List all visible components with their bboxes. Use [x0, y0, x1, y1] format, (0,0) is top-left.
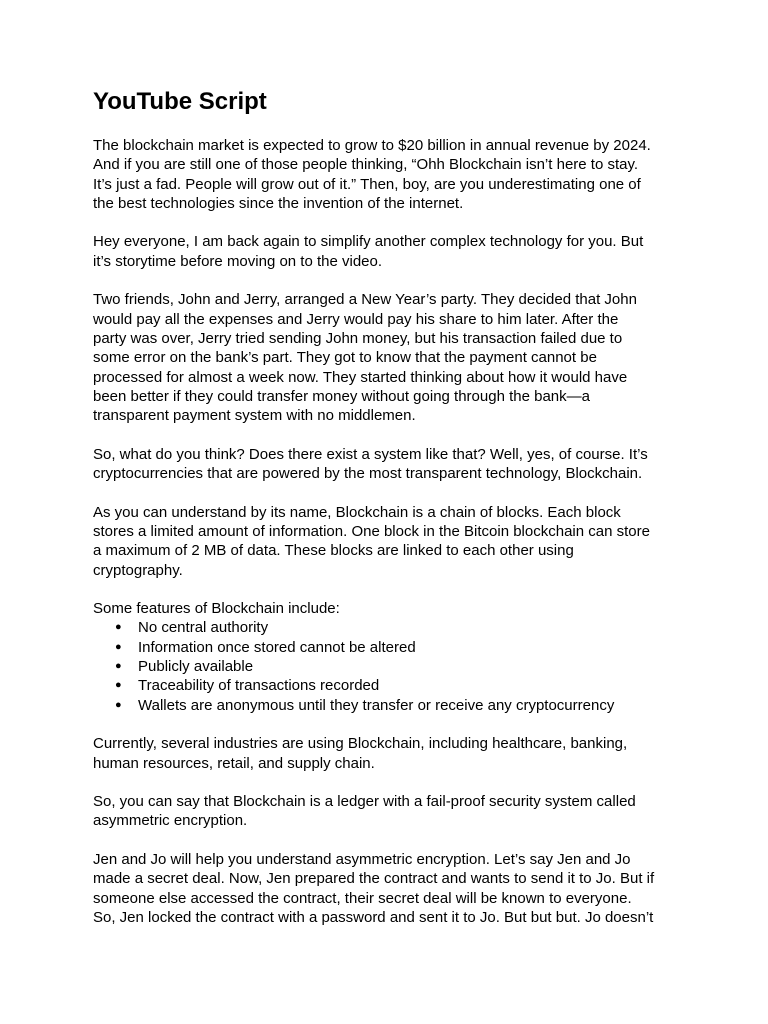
list-item-text: Traceability of transactions recorded	[138, 677, 380, 695]
document-title: YouTube Script	[93, 88, 267, 115]
bullet-icon: ●	[115, 679, 122, 692]
paragraph-market-growth: The blockchain market is expected to grow to $20 billion in annual revenue by 2024. And if you are still one of those people thinking, “Ohh Blockchain isn’t here to stay. It’s just a fad. People will grow out of it.” Then, boy, are you underestimating one of the best technologies since the invention of the internet.	[93, 137, 651, 212]
list-item	[93, 676, 693, 695]
list-item-text: Publicly available	[138, 658, 254, 676]
bullet-icon: ●	[115, 640, 122, 653]
paragraph-chain-of-blocks: As you can understand by its name, Blockchain is a chain of blocks. Each block stores a limited amount of information. One block in the Bitcoin blockchain can store a maximum of 2 MB of data. These blocks are linked to each other using cryptography.	[93, 503, 650, 579]
paragraph-john-jerry-story: Two friends, John and Jerry, arranged a New Year’s party. They decided that John would pay all the expenses and Jerry would pay his share to him later. After the party was over, Jerry tried sending John money, but his transaction failed due to some error on the bank’s part. They got to know that the payment cannot be processed for almost a week now. They started thinking about how it would have been better if they could transfer money without going through the bank—a transparent payment system with no middlemen.	[93, 291, 637, 425]
bullet-icon: ●	[115, 698, 122, 711]
list-item-text: Information once stored cannot be altered	[138, 638, 416, 656]
paragraph-industries: Currently, several industries are using Blockchain, including healthcare, banking, human resources, retail, and supply chain.	[93, 735, 628, 772]
list-item	[93, 638, 693, 657]
list-item	[93, 618, 693, 637]
list-item	[93, 696, 693, 715]
paragraph-ledger: So, you can say that Blockchain is a ledger with a fail-proof security system called asymmetric encryption.	[93, 793, 636, 830]
features-intro: Some features of Blockchain include:	[93, 600, 340, 618]
paragraph-jen-jo: Jen and Jo will help you understand asymmetric encryption. Let’s say Jen and Jo made a secret deal. Now, Jen prepared the contract and wants to send it to Jo. But if someone else accessed the contract, their secret deal will be known to everyone. So, Jen locked the contract with a password and sent it to Jo. But but but. Jo doesn’t	[93, 850, 655, 926]
paragraph-intro: Hey everyone, I am back again to simplify another complex technology for you. But it’s storytime before moving on to the video.	[93, 233, 644, 270]
document-page	[93, 84, 693, 946]
bullet-icon: ●	[115, 660, 122, 673]
bullet-icon: ●	[115, 621, 122, 634]
paragraph-cryptocurrencies: So, what do you think? Does there exist a system like that? Well, yes, of course. It’s cryptocurrencies that are powered by the most transparent technology, Blockchain.	[93, 445, 648, 483]
list-item-text: No central authority	[138, 619, 269, 637]
list-item-text: Wallets are anonymous until they transfer or receive any cryptocurrency	[138, 696, 615, 714]
features-list	[93, 618, 693, 714]
list-item	[93, 657, 693, 676]
